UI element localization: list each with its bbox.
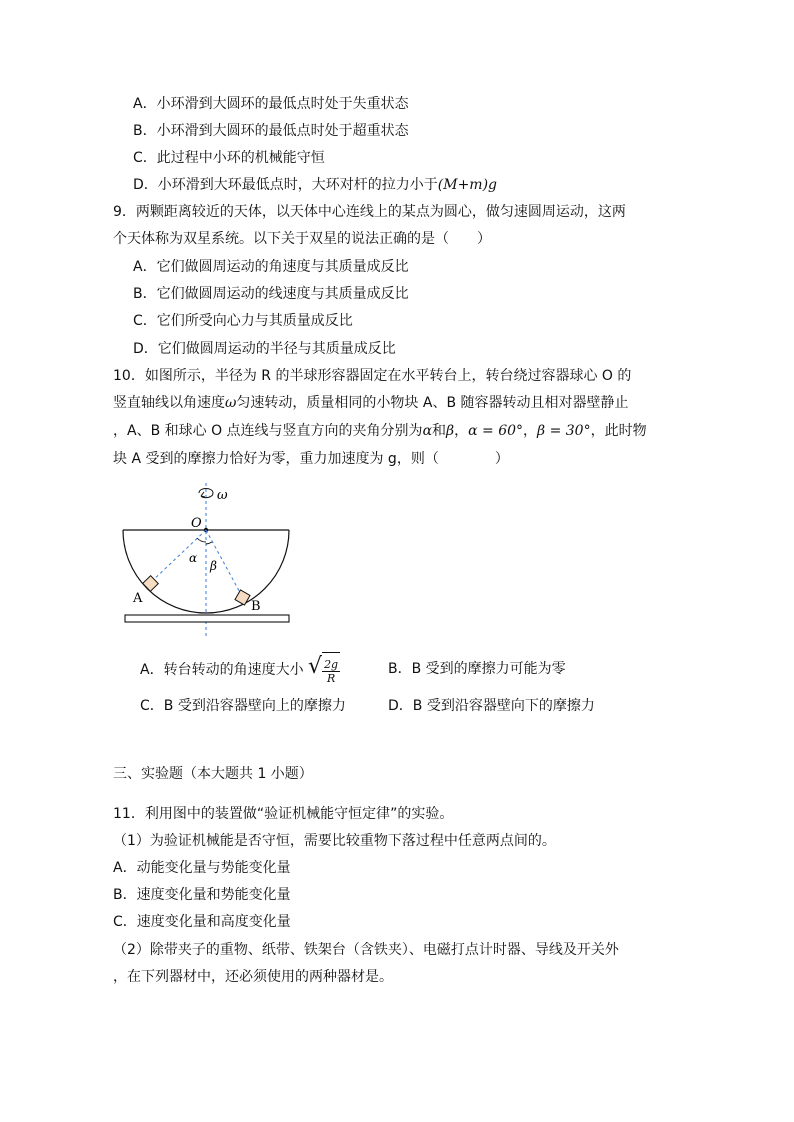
bowl-arc	[123, 530, 289, 613]
alpha-symbol: α	[422, 423, 433, 439]
label-b: B	[251, 599, 261, 614]
beta-equation: β = 30°	[537, 423, 591, 439]
alpha-label: α	[189, 551, 198, 565]
q8-option-d-formula: (M+m)g	[437, 177, 498, 193]
q10-stem-line1: 10．如图所示，半径为 R 的半球形容器固定在水平转台上，转台绕过容器球心 O 的	[113, 368, 632, 384]
q11-option-c: C．速度变化量和高度变化量	[113, 914, 291, 930]
q10-option-d: D．B 受到沿容器壁向下的摩擦力	[388, 698, 595, 714]
q10-figure	[115, 478, 315, 638]
turntable	[125, 615, 289, 622]
q10-stem-line2-b: 匀速转动，质量相同的小物块 A、B 随容器转动且相对器壁静止	[236, 395, 629, 411]
q9-option-a: A．它们做圆周运动的角速度与其质量成反比	[133, 259, 409, 275]
q10-option-c: C．B 受到沿容器壁向上的摩擦力	[140, 698, 346, 714]
beta-symbol: β	[446, 423, 455, 439]
label-o: O	[191, 516, 202, 531]
q8-option-a: A．小环滑到大圆环的最低点时处于失重状态	[133, 96, 409, 112]
q10-stem-line3-b: ，此时物	[590, 423, 647, 439]
q11-option-b: B．速度变化量和势能变化量	[113, 887, 291, 903]
q10-stem-line2	[113, 393, 629, 413]
omega-label: ω	[217, 488, 228, 503]
omega-symbol: ω	[225, 395, 237, 411]
section-heading: 三、实验题（本大题共 1 小题）	[113, 766, 313, 782]
q9-stem-line2: 个天体称为双星系统。以下关于双星的说法正确的是（ ）	[113, 231, 491, 247]
sqrt-expression	[308, 652, 340, 688]
fraction-denominator: R	[326, 671, 336, 685]
alpha-equation: α = 60°	[468, 423, 524, 439]
block-a	[143, 576, 159, 592]
q10-comma2: ，	[523, 423, 538, 439]
q11-part2-line1: （2）除带夹子的重物、纸带、铁架台（含铁夹）、电磁打点计时器、导线及开关外	[113, 942, 619, 958]
q8-option-d-text: D．小环滑到大环最低点时，大环对杆的拉力小于	[133, 177, 438, 193]
q10-stem-line2-a: 竖直轴线以角速度	[113, 395, 225, 411]
q8-option-b: B．小环滑到大圆环的最低点时处于超重状态	[133, 123, 409, 139]
q10-option-a-text: A．转台转动的角速度大小	[140, 662, 304, 678]
q8-option-c: C．此过程中小环的机械能守恒	[133, 150, 325, 166]
q10-stem-line4: 块 A 受到的摩擦力恰好为零，重力加速度为 g，则（ ）	[113, 451, 509, 467]
q11-part2-line2: ，在下列器材中，还必须使用的两种器材是。	[113, 969, 393, 985]
q10-comma1: ，	[454, 423, 469, 439]
fraction	[322, 658, 340, 685]
q9-stem-line1: 9．两颗距离较近的天体，以天体中心连线上的某点为圆心，做匀速圆周运动，这两	[113, 204, 626, 220]
q10-and: 和	[432, 423, 447, 439]
q10-stem-line3	[113, 421, 647, 441]
q10-stem-line3-a: ，A、B 和球心 O 点连线与竖直方向的夹角分别为	[113, 423, 423, 439]
angle-alpha-arc	[197, 538, 206, 542]
q9-option-b: B．它们做圆周运动的线速度与其质量成反比	[133, 286, 409, 302]
q8-option-d	[133, 175, 497, 195]
angle-beta-arc	[206, 542, 212, 544]
q9-option-c: C．它们所受向心力与其质量成反比	[133, 313, 353, 329]
q9-option-d: D．它们做圆周运动的半径与其质量成反比	[133, 341, 396, 357]
fraction-numerator: 2g	[324, 657, 339, 671]
block-b	[235, 590, 250, 605]
q11-part1: （1）为验证机械能是否守恒，需要比较重物下落过程中任意两点间的。	[113, 833, 556, 849]
label-a: A	[133, 591, 143, 606]
radius-line-a	[150, 530, 206, 583]
q10-option-b: B．B 受到的摩擦力可能为零	[388, 661, 566, 677]
q11-option-a: A．动能变化量与势能变化量	[113, 860, 291, 876]
q10-option-a	[140, 652, 340, 686]
beta-label: β	[210, 559, 217, 573]
sqrt-icon: √	[308, 654, 323, 679]
q11-stem: 11．利用图中的装置做“验证机械能守恒定律”的实验。	[113, 806, 454, 822]
